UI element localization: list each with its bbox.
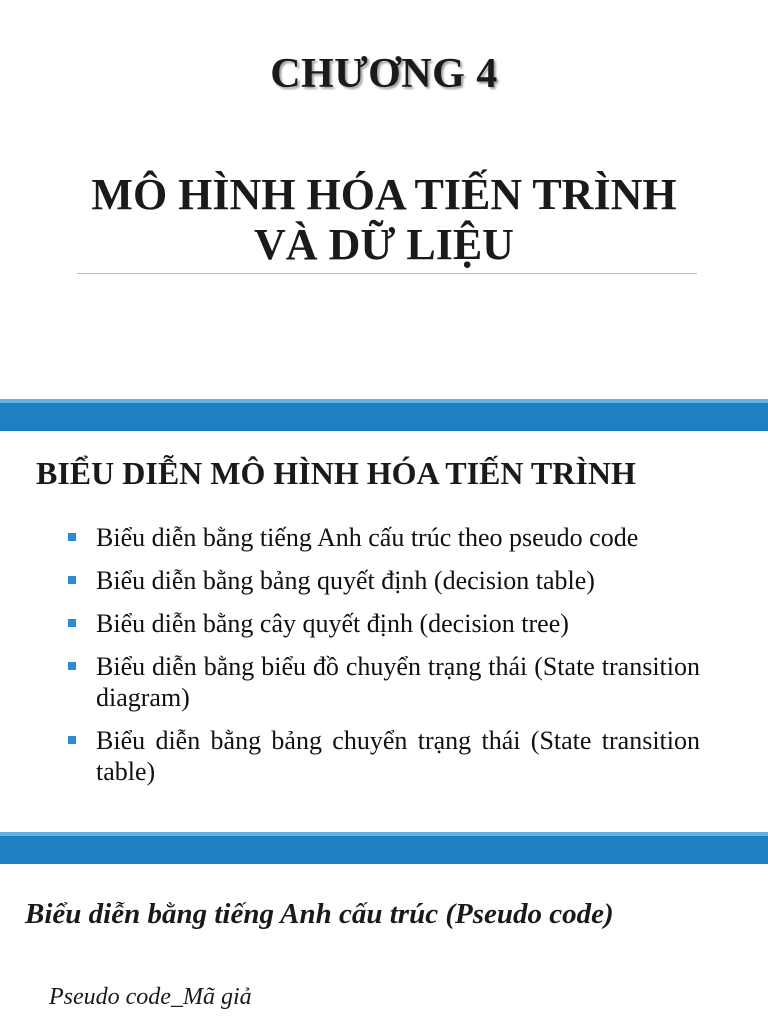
main-title-line-2: VÀ DỮ LIỆU <box>254 220 514 269</box>
square-bullet-icon <box>68 662 76 670</box>
pseudo-code-caption: Pseudo code_Mã giả <box>49 984 252 1010</box>
square-bullet-icon <box>68 736 76 744</box>
list-item-text: Biểu diễn bằng bảng chuyển trạng thái (State transition table) <box>96 726 700 786</box>
list-item <box>68 565 700 596</box>
square-bullet-icon <box>68 533 76 541</box>
main-title-line-1: MÔ HÌNH HÓA TIẾN TRÌNH <box>91 170 677 219</box>
list-item <box>68 725 700 787</box>
chapter-title: CHƯƠNG 4 <box>270 51 498 97</box>
list-item <box>68 608 700 639</box>
slide-separator-band <box>0 832 768 864</box>
main-title <box>0 170 768 270</box>
list-item-text: Biểu diễn bằng tiếng Anh cấu trúc theo pseudo code <box>96 523 639 552</box>
list-item-text: Biểu diễn bằng bảng quyết định (decision table) <box>96 566 595 595</box>
square-bullet-icon <box>68 619 76 627</box>
slide-separator-band <box>0 399 768 431</box>
section-heading: BIỂU DIỄN MÔ HÌNH HÓA TIẾN TRÌNH <box>36 455 636 491</box>
list-item-text: Biểu diễn bằng biểu đồ chuyển trạng thái (State transition diagram) <box>96 652 700 712</box>
list-item <box>68 651 700 713</box>
pseudo-code-heading: Biểu diễn bằng tiếng Anh cấu trúc (Pseudo code) <box>25 898 614 930</box>
bullet-list <box>68 522 700 799</box>
title-divider <box>77 273 697 274</box>
list-item <box>68 522 700 553</box>
list-item-text: Biểu diễn bằng cây quyết định (decision tree) <box>96 609 569 638</box>
square-bullet-icon <box>68 576 76 584</box>
